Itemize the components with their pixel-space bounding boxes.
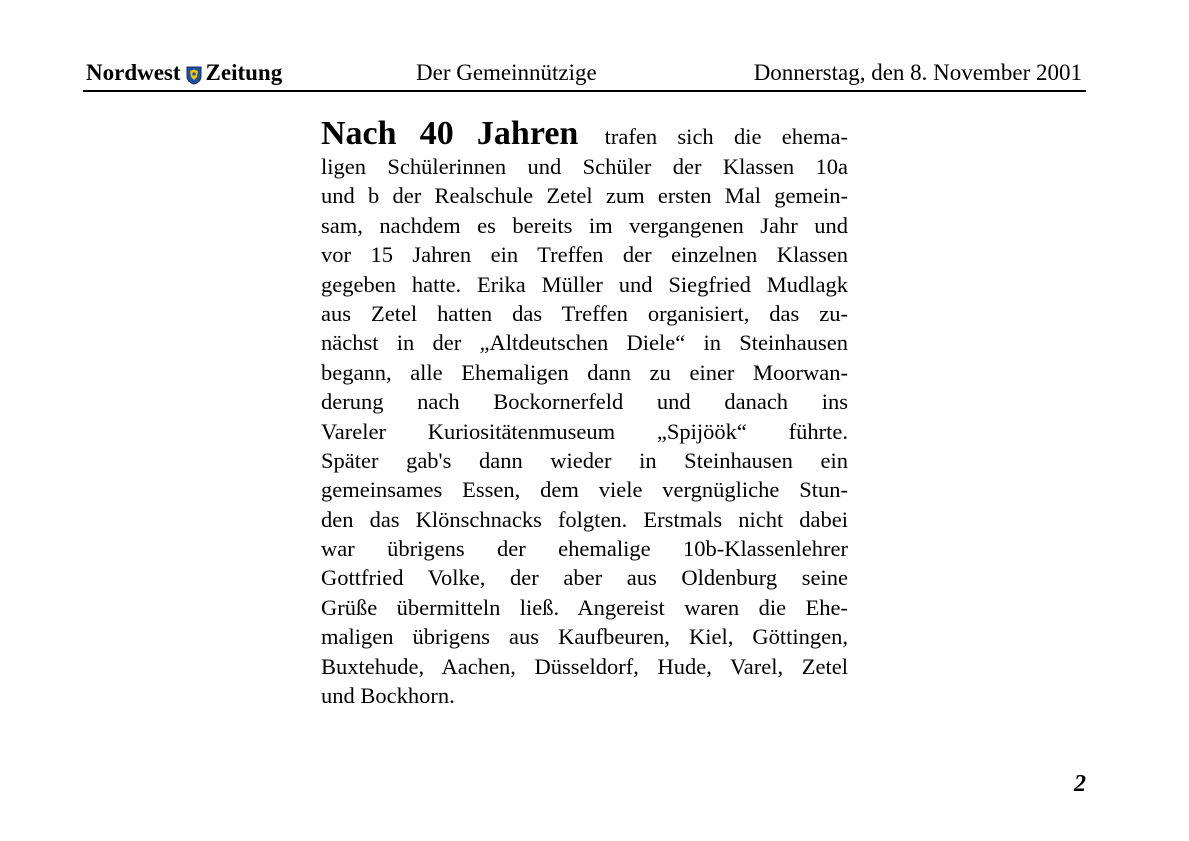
- article-line: und b der Realschule Zetel zum ersten Mal gemein-: [321, 183, 848, 209]
- issue-date: Donnerstag, den 8. November 2001: [753, 60, 1082, 85]
- article-line: Gottfried Volke, der aber aus Oldenburg seine: [321, 565, 848, 591]
- article-line: Vareler Kuriositätenmuseum „Spijöök“ führte.: [321, 418, 848, 444]
- article-line-1: [321, 116, 848, 152]
- article-line: Buxtehude, Aachen, Düsseldorf, Hude, Varel, Zetel: [321, 653, 848, 679]
- article-line: nächst in der „Altdeutschen Diele“ in Steinhausen: [321, 330, 848, 356]
- article-line: begann, alle Ehemaligen dann zu einer Moorwan-: [321, 359, 848, 385]
- article-line: gemeinsames Essen, dem viele vergnügliche Stun-: [321, 477, 848, 503]
- masthead-left-word: Nordwest: [86, 60, 181, 85]
- article-line: war übrigens der ehemalige 10b-Klassenlehrer: [321, 536, 848, 562]
- masthead-right-word: Zeitung: [205, 60, 283, 85]
- page-number: 2: [1074, 771, 1086, 797]
- article-body: [321, 116, 848, 710]
- newspaper-masthead: [86, 60, 282, 86]
- article-line: ligen Schülerinnen und Schüler der Klassen 10a: [321, 154, 848, 179]
- article-line: derung nach Bockornerfeld und danach ins: [321, 389, 848, 415]
- article-headline: Nach 40 Jahren: [321, 115, 579, 152]
- article-line-last: und Bockhorn.: [321, 683, 455, 709]
- article-line: sam, nachdem es bereits im vergangenen Jahr und: [321, 212, 848, 238]
- coat-of-arms-icon: [186, 65, 202, 84]
- page-header: [83, 58, 1086, 90]
- article-line: maligen übrigens aus Kaufbeuren, Kiel, Göttingen,: [321, 624, 848, 650]
- article-line: den das Klönschnacks folgten. Erstmals nicht dabei: [321, 506, 848, 532]
- supplement-title: Der Gemeinnützige: [416, 60, 597, 85]
- article-line: aus Zetel hatten das Treffen organisiert, das zu-: [321, 300, 848, 326]
- header-rule: [83, 90, 1086, 92]
- article-line-text: trafen sich die ehema-: [604, 124, 848, 149]
- article-line: Später gab's dann wieder in Steinhausen ein: [321, 447, 848, 473]
- article-line: Grüße übermitteln ließ. Angereist waren die Ehe-: [321, 594, 848, 620]
- article-line: vor 15 Jahren ein Treffen der einzelnen Klassen: [321, 242, 848, 268]
- article-line: gegeben hatte. Erika Müller und Siegfried Mudlagk: [321, 271, 848, 297]
